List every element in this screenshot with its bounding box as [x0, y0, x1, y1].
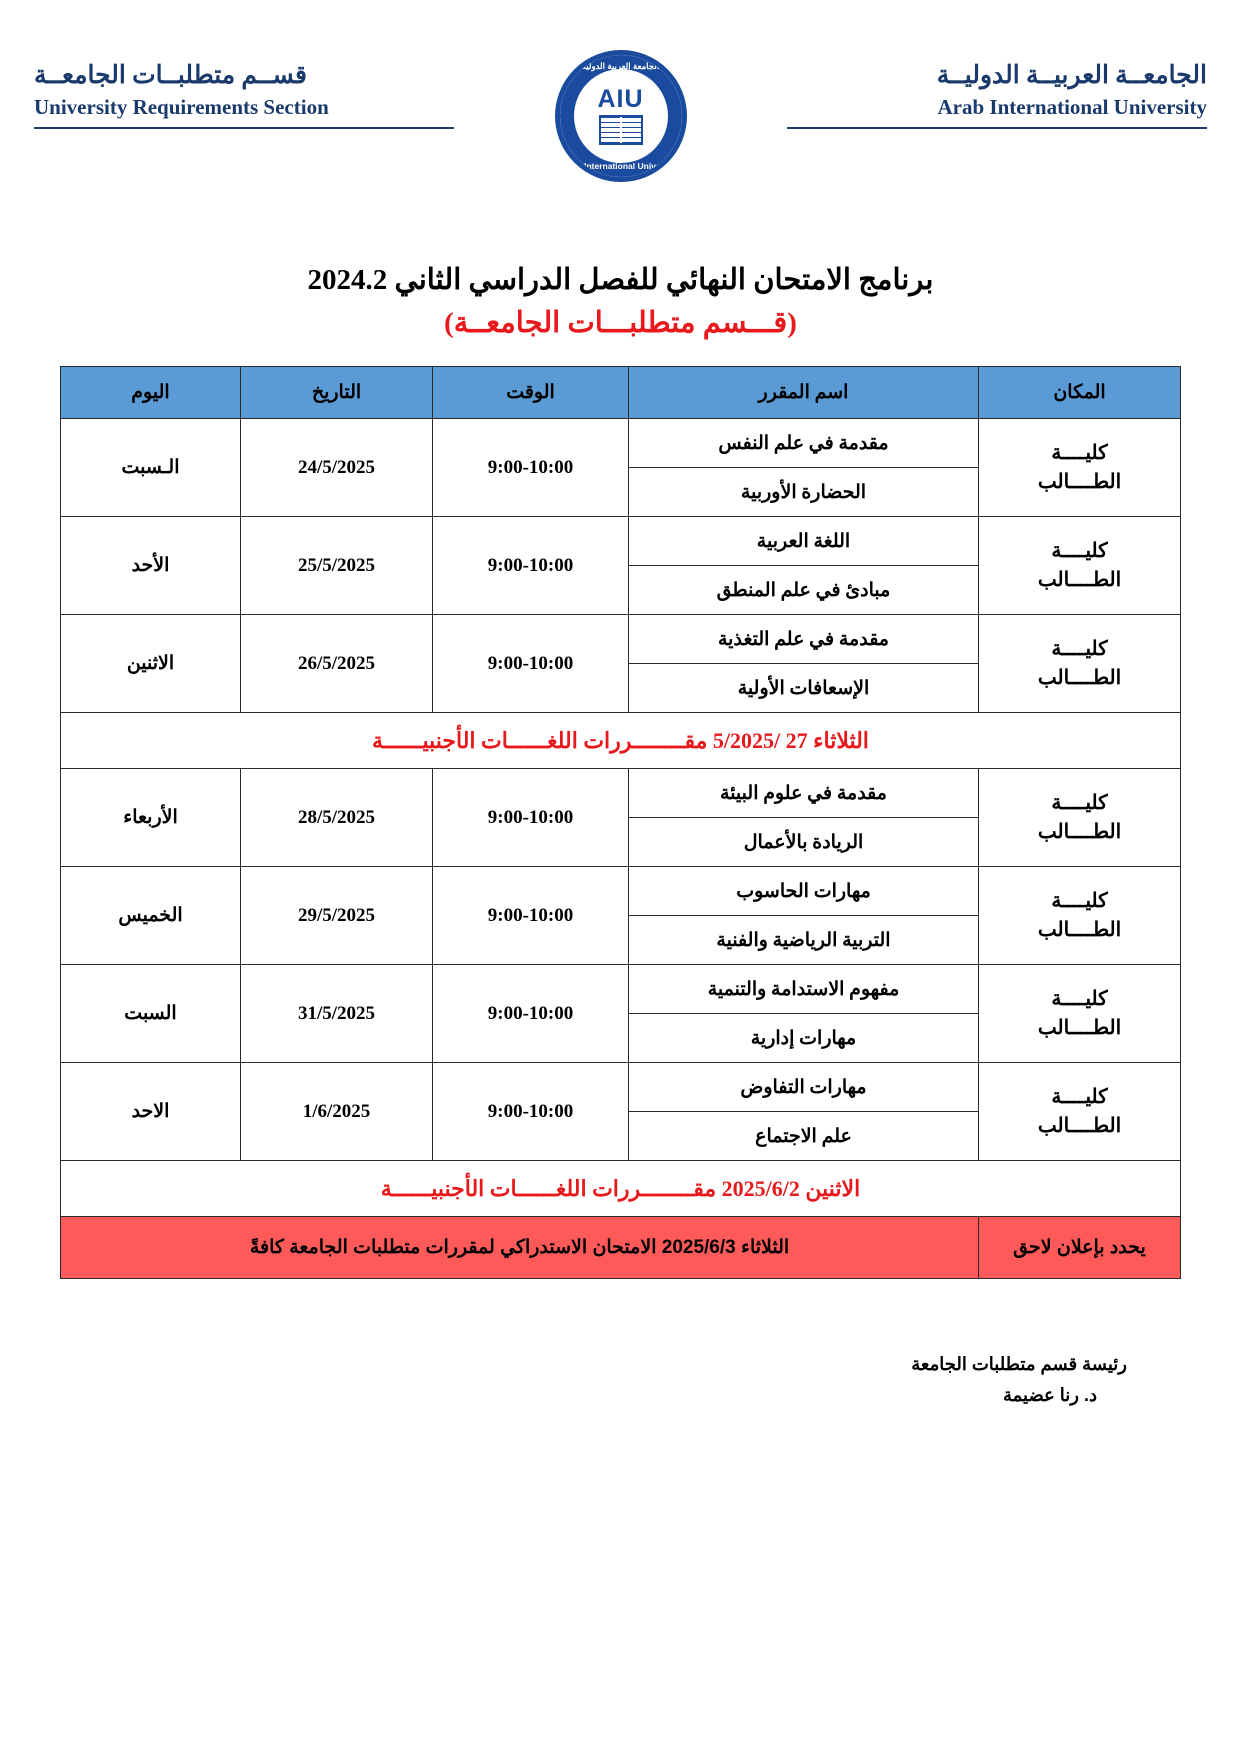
cell-course: مهارات إدارية [629, 1014, 979, 1063]
table-body [61, 419, 1181, 1279]
cell-date: 26/5/2025 [241, 615, 433, 713]
cell-time: 9:00-10:00 [433, 965, 629, 1063]
cell-place [979, 769, 1181, 867]
cell-course: مهارات التفاوض [629, 1063, 979, 1112]
note-text: الثلاثاء 27 /5/2025 مقــــــــررات اللغــــــات الأجنبيــــــة [61, 713, 1181, 769]
place-line-1: كليــــة [1051, 441, 1108, 464]
cell-course: مفهوم الاستدامة والتنمية [629, 965, 979, 1014]
cell-course: مهارات الحاسوب [629, 867, 979, 916]
column-header-day: اليوم [61, 367, 241, 419]
page-subtitle: (قـــسم متطلبـــات الجامعــة) [444, 307, 797, 339]
cell-date: 25/5/2025 [241, 517, 433, 615]
cell-place [979, 615, 1181, 713]
makeup-text: الثلاثاء 2025/6/3 الامتحان الاستدراكي لمقررات متطلبات الجامعة كافةً [61, 1217, 979, 1279]
place-line-1: كليــــة [1051, 987, 1108, 1010]
place-line-2: الطــــالب [1037, 666, 1122, 689]
aiu-logo-icon [555, 50, 687, 182]
logo-monogram: AIU [597, 85, 644, 113]
column-header-date: التاريخ [241, 367, 433, 419]
place-line-1: كليــــة [1051, 889, 1108, 912]
cell-course: علم الاجتماع [629, 1112, 979, 1161]
cell-course: مقدمة في علم النفس [629, 419, 979, 468]
logo-ring-text-en: Arab International University [562, 161, 679, 171]
column-header-time: الوقت [433, 367, 629, 419]
cell-date: 29/5/2025 [241, 867, 433, 965]
cell-course: الريادة بالأعمال [629, 818, 979, 867]
logo-container [536, 46, 706, 182]
signature-name: د. رنا عضيمة [1002, 1384, 1097, 1405]
cell-time: 9:00-10:00 [433, 867, 629, 965]
cell-day: الاثنين [61, 615, 241, 713]
place-line-2: الطــــالب [1037, 918, 1122, 941]
cell-course: اللغة العربية [629, 517, 979, 566]
logo-inner [575, 70, 667, 162]
place-line-2: الطــــالب [1037, 820, 1122, 843]
cell-place [979, 517, 1181, 615]
header-left-section [34, 46, 454, 129]
place-line-2: الطــــالب [1037, 568, 1122, 591]
university-name-en: Arab International University [937, 95, 1207, 120]
table-row [61, 517, 1181, 566]
cell-date: 31/5/2025 [241, 965, 433, 1063]
open-book-icon [599, 115, 643, 145]
header-right-university [787, 46, 1207, 129]
table-row [61, 419, 1181, 468]
cell-course: الحضارة الأوربية [629, 468, 979, 517]
header-rule-left [34, 127, 454, 129]
university-name-ar: الجامعــة العربيــة الدوليــة [936, 62, 1207, 89]
makeup-place: يحدد بإعلان لاحق [979, 1217, 1181, 1279]
table-row [61, 615, 1181, 664]
page-title: برنامج الامتحان النهائي للفصل الدراسي الثاني 2024.2 [307, 264, 934, 296]
table-makeup-row [61, 1217, 1181, 1279]
cell-date: 1/6/2025 [241, 1063, 433, 1161]
column-header-course: اسم المقرر [629, 367, 979, 419]
signature-role: رئيسة قسم متطلبات الجامعة [911, 1354, 1127, 1374]
section-name-en: University Requirements Section [34, 95, 329, 120]
document-header [34, 46, 1207, 171]
table-row [61, 1063, 1181, 1112]
column-header-place: المكان [979, 367, 1181, 419]
cell-time: 9:00-10:00 [433, 517, 629, 615]
header-rule-right [787, 127, 1207, 129]
table-note-row [61, 713, 1181, 769]
place-line-2: الطــــالب [1037, 1114, 1122, 1137]
place-line-1: كليــــة [1051, 791, 1108, 814]
cell-day: الخميس [61, 867, 241, 965]
place-line-1: كليــــة [1051, 539, 1108, 562]
note-text: الاثنين 2025/6/2 مقــــــــررات اللغــــــات الأجنبيــــــة [61, 1161, 1181, 1217]
exam-schedule-table [60, 366, 1181, 1279]
logo-ring-text-ar: الجامعة العربية الدولية [581, 61, 660, 71]
table-header-row [61, 367, 1181, 419]
cell-course: مبادئ في علم المنطق [629, 566, 979, 615]
table-row [61, 965, 1181, 1014]
place-line-1: كليــــة [1051, 637, 1108, 660]
cell-date: 28/5/2025 [241, 769, 433, 867]
cell-place [979, 867, 1181, 965]
cell-course: الإسعافات الأولية [629, 664, 979, 713]
place-line-2: الطــــالب [1037, 1016, 1122, 1039]
place-line-1: كليــــة [1051, 1085, 1108, 1108]
cell-course: مقدمة في علم التغذية [629, 615, 979, 664]
cell-day: الـسبت [61, 419, 241, 517]
signature-block [34, 1349, 1207, 1410]
cell-day: الأربعاء [61, 769, 241, 867]
cell-time: 9:00-10:00 [433, 769, 629, 867]
cell-time: 9:00-10:00 [433, 615, 629, 713]
cell-course: مقدمة في علوم البيئة [629, 769, 979, 818]
cell-time: 9:00-10:00 [433, 1063, 629, 1161]
place-line-2: الطــــالب [1037, 470, 1122, 493]
cell-place [979, 1063, 1181, 1161]
cell-day: السبت [61, 965, 241, 1063]
cell-course: التربية الرياضية والفنية [629, 916, 979, 965]
cell-day: الاحد [61, 1063, 241, 1161]
table-row [61, 769, 1181, 818]
section-name-ar: قســم متطلبــات الجامعــة [34, 62, 307, 89]
cell-day: الأحد [61, 517, 241, 615]
table-note-row [61, 1161, 1181, 1217]
table-row [61, 867, 1181, 916]
cell-time: 9:00-10:00 [433, 419, 629, 517]
cell-date: 24/5/2025 [241, 419, 433, 517]
cell-place [979, 419, 1181, 517]
cell-place [979, 965, 1181, 1063]
title-block [34, 262, 1207, 340]
